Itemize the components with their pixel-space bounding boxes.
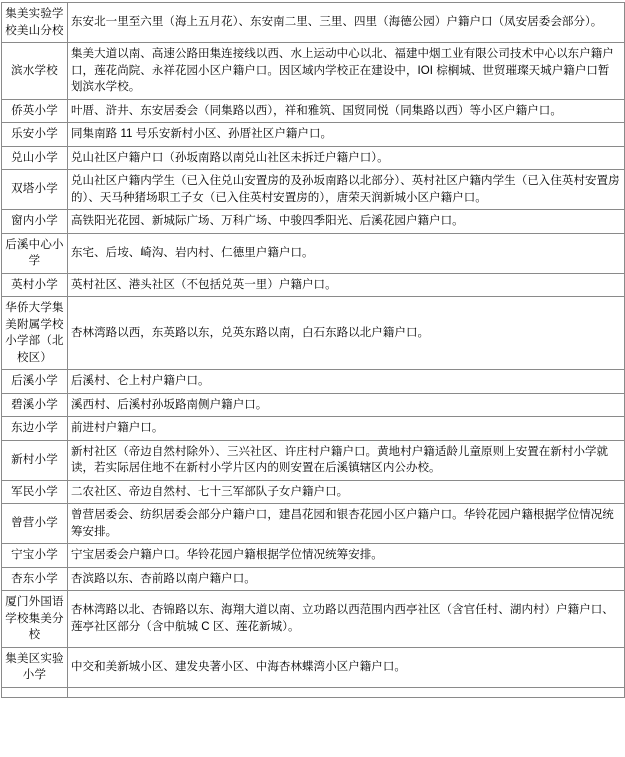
zone-description-cell: 东安北一里至六里（海上五月花）、东安南二里、三里、四里（海德公园）户籍户口（凤安居委会部分）。 <box>68 3 625 43</box>
table-row <box>2 99 625 123</box>
table-row <box>2 370 625 394</box>
table-row <box>2 273 625 297</box>
zone-description-cell: 兑山社区户籍内学生（已入住兑山安置房的及孙坂南路以北部分）、英村社区户籍内学生（已入住英村安置房的）、天马种猪场职工子女（已入住英村安置房的），唐荣天润新城小区户籍户口。 <box>68 170 625 210</box>
school-zoning-table <box>1 2 625 698</box>
zone-description-cell: 中交和美新城小区、建发央著小区、中海杏林蝶湾小区户籍户口。 <box>68 647 625 687</box>
school-name-cell: 军民小学 <box>2 480 68 504</box>
table-row <box>2 297 625 370</box>
table-row <box>2 591 625 648</box>
table-row <box>2 440 625 480</box>
zone-description-cell: 后溪村、仑上村户籍户口。 <box>68 370 625 394</box>
zone-description-cell: 新村社区（帝边自然村除外）、三兴社区、许庄村户籍户口。黄地村户籍适龄儿童原则上安置在新村小学就读，若实际居住地不在新村小学片区内的则安置在后溪镇辖区内公办校。 <box>68 440 625 480</box>
table-body <box>2 3 625 698</box>
table-row <box>2 170 625 210</box>
zone-description-cell: 高铁阳光花园、新城际广场、万科广场、中骏四季阳光、后溪花园户籍户口。 <box>68 210 625 234</box>
school-name-cell: 东边小学 <box>2 417 68 441</box>
table-row <box>2 567 625 591</box>
school-name-cell: 后溪中心小学 <box>2 233 68 273</box>
school-name-cell: 集美实验学校美山分校 <box>2 3 68 43</box>
school-name-cell: 宁宝小学 <box>2 544 68 568</box>
zone-description-cell: 东宅、后垵、崎沟、岩内村、仁德里户籍户口。 <box>68 233 625 273</box>
table-row <box>2 43 625 100</box>
school-name-cell: 杏东小学 <box>2 567 68 591</box>
zone-description-cell: 曾营居委会、纺织居委会部分户籍户口，建昌花园和银杏花园小区户籍户口。华铃花园户籍根据学位情况统筹安排。 <box>68 504 625 544</box>
school-name-cell: 新村小学 <box>2 440 68 480</box>
school-name-cell: 英村小学 <box>2 273 68 297</box>
zone-description-cell: 前进村户籍户口。 <box>68 417 625 441</box>
zone-description-cell: 宁宝居委会户籍户口。华铃花园户籍根据学位情况统筹安排。 <box>68 544 625 568</box>
zone-description-cell-partial <box>68 687 625 697</box>
school-name-cell: 乐安小学 <box>2 123 68 147</box>
table-row <box>2 393 625 417</box>
table-row <box>2 504 625 544</box>
zone-description-cell: 叶厝、浒井、东安居委会（同集路以西），祥和雅筑、国贸同悦（同集路以西）等小区户籍户口。 <box>68 99 625 123</box>
school-name-cell: 窗内小学 <box>2 210 68 234</box>
table-row <box>2 647 625 687</box>
school-name-cell: 滨水学校 <box>2 43 68 100</box>
zone-description-cell: 集美大道以南、高速公路田集连接线以西、水上运动中心以北、福建中烟工业有限公司技术中心以东户籍户口，莲花尚院、永祥花园小区户籍户口。因区域内学校正在建设中，IOI 棕榈城、世贸璀璨天城户籍户口暂划滨水学校。 <box>68 43 625 100</box>
table-row <box>2 480 625 504</box>
zone-description-cell: 英村社区、港头社区（不包括兑英一里）户籍户口。 <box>68 273 625 297</box>
school-name-cell: 侨英小学 <box>2 99 68 123</box>
table-row <box>2 544 625 568</box>
zone-description-cell: 同集南路 11 号乐安新村小区、孙厝社区户籍户口。 <box>68 123 625 147</box>
zone-description-cell: 溪西村、后溪村孙坂路南侧户籍户口。 <box>68 393 625 417</box>
school-name-cell: 曾营小学 <box>2 504 68 544</box>
school-name-cell: 厦门外国语学校集美分校 <box>2 591 68 648</box>
school-name-cell: 集美区实验小学 <box>2 647 68 687</box>
table-row <box>2 146 625 170</box>
zone-description-cell: 二农社区、帝边自然村、七十三军部队子女户籍户口。 <box>68 480 625 504</box>
table-row <box>2 210 625 234</box>
school-name-cell: 碧溪小学 <box>2 393 68 417</box>
zone-description-cell: 杏滨路以东、杏前路以南户籍户口。 <box>68 567 625 591</box>
table-row <box>2 3 625 43</box>
table-row <box>2 233 625 273</box>
school-name-cell: 兑山小学 <box>2 146 68 170</box>
school-name-cell: 华侨大学集美附属学校小学部（北校区） <box>2 297 68 370</box>
table-row <box>2 417 625 441</box>
zone-description-cell: 杏林湾路以西，东英路以东，兑英东路以南，白石东路以北户籍户口。 <box>68 297 625 370</box>
table-row <box>2 123 625 147</box>
school-name-cell-partial <box>2 687 68 697</box>
school-name-cell: 双塔小学 <box>2 170 68 210</box>
table-row-partial <box>2 687 625 697</box>
school-name-cell: 后溪小学 <box>2 370 68 394</box>
zone-description-cell: 兑山社区户籍户口（孙坂南路以南兑山社区未拆迁户籍户口）。 <box>68 146 625 170</box>
zone-description-cell: 杏林湾路以北、杏锦路以东、海翔大道以南、立功路以西范围内西亭社区（含官任村、湖内村）户籍户口、莲亭社区部分（含中航城 C 区、莲花新城）。 <box>68 591 625 648</box>
